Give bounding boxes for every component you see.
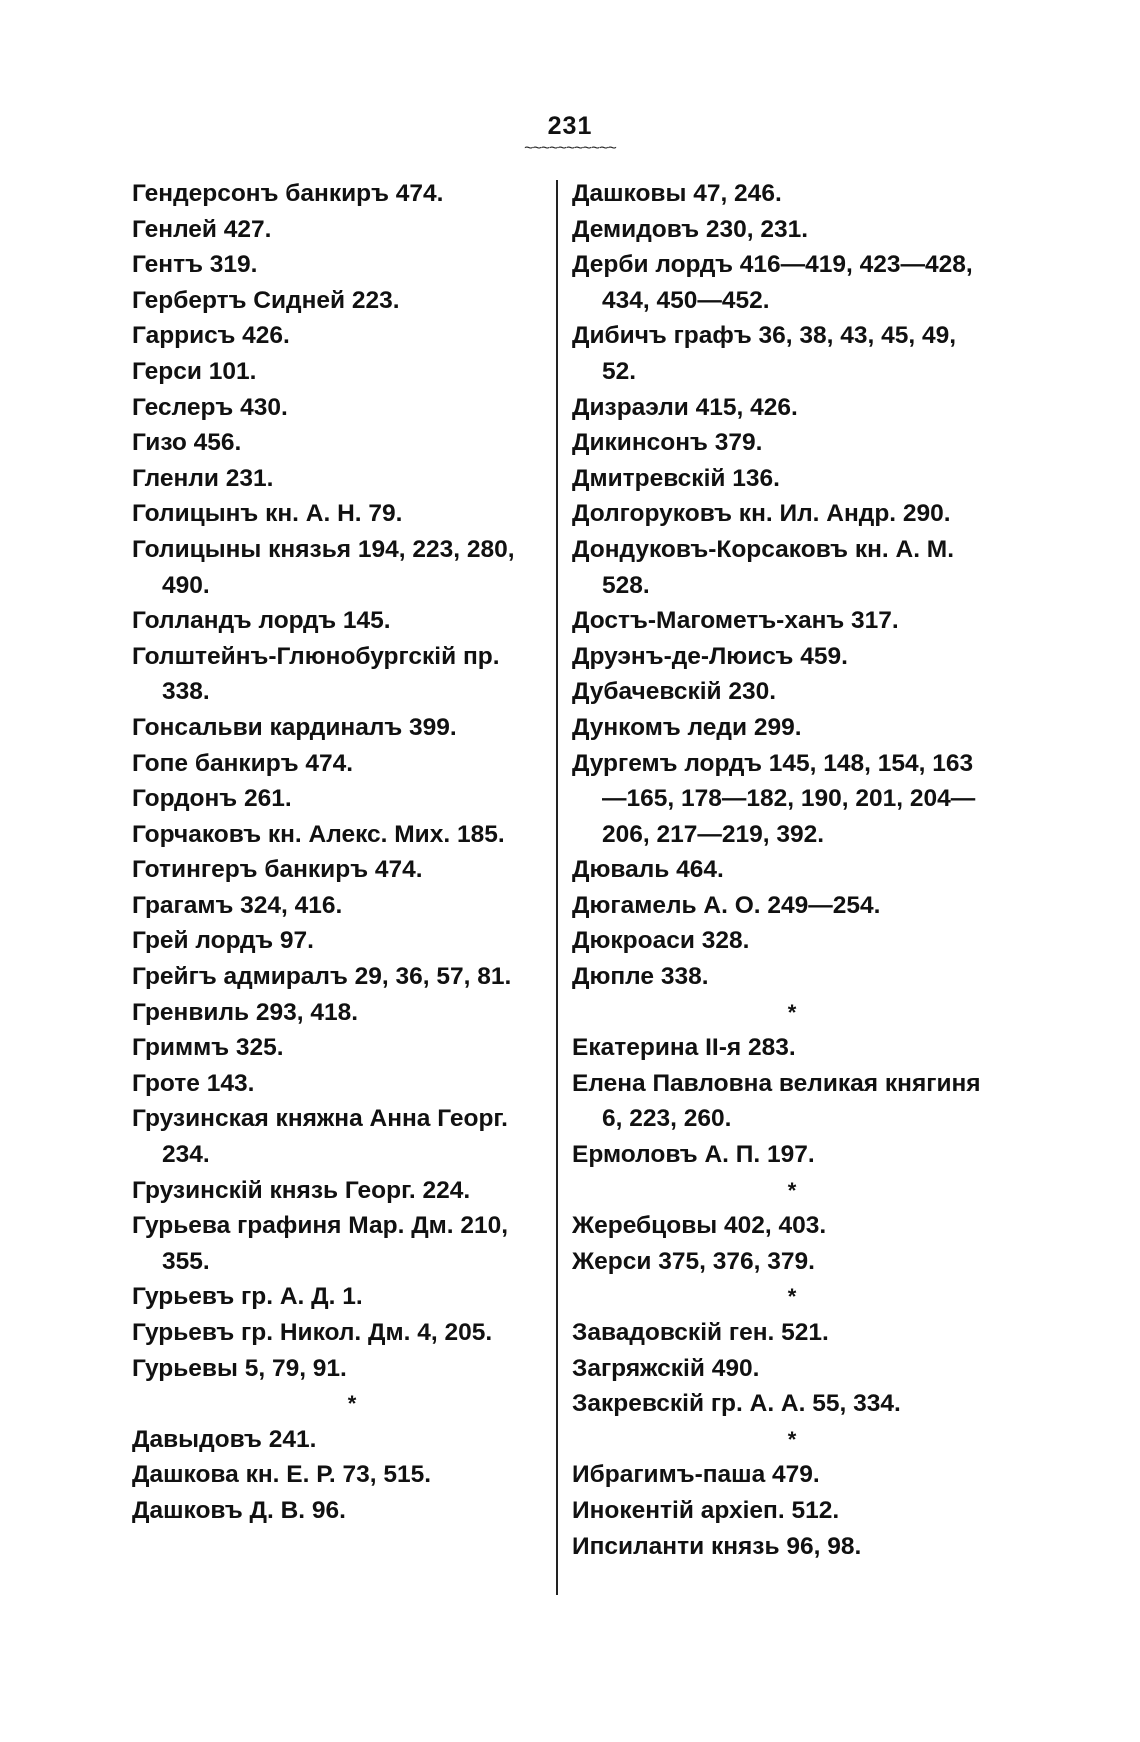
index-entry: Достъ-Магометъ-ханъ 317. <box>572 607 899 635</box>
index-entry: Грейгъ адмиралъ 29, 36, 57, 81. <box>132 963 512 991</box>
index-entry: Дюгамель А. О. 249—254. <box>572 891 881 919</box>
header-ornament: ~~~~~~~~~~~ <box>524 140 616 157</box>
index-entry: Жеребцовы 402, 403. <box>572 1212 827 1240</box>
index-entry: Дашковъ Д. В. 96. <box>132 1496 346 1524</box>
index-entry: Ермоловъ А. П. 197. <box>572 1141 815 1169</box>
index-entry: Жерси 375, 376, 379. <box>572 1247 815 1275</box>
index-entry: Геслеръ 430. <box>132 393 288 421</box>
index-entry: Голландъ лордъ 145. <box>132 607 391 635</box>
index-entry: Дургемъ лордъ 145, 148, 154, 163—165, 178—182, 190, 201, 204—206, 217—219, 392. <box>572 749 976 848</box>
page-number: 231 <box>547 112 593 140</box>
index-entry: Гербертъ Сидней 223. <box>132 286 400 314</box>
index-entry: Дерби лордъ 416—419, 423—428, 434, 450—452. <box>572 251 973 314</box>
index-column-left <box>132 176 542 1529</box>
index-entry: Дюпле 338. <box>572 963 709 991</box>
index-entry: Дашковы 47, 246. <box>572 180 782 207</box>
index-entry: Друэнъ-де-Люисъ 459. <box>572 642 848 670</box>
index-entry: Дункомъ леди 299. <box>572 713 802 741</box>
index-column-right <box>572 176 982 1564</box>
section-separator: * <box>787 1177 797 1203</box>
index-entry: Елена Павловна великая княгиня 6, 223, 260. <box>572 1069 981 1133</box>
index-entry: Загряжскій 490. <box>572 1354 760 1382</box>
section-separator: * <box>787 1284 797 1310</box>
index-entry: Завадовскій ген. 521. <box>572 1319 829 1346</box>
index-entry: Гизо 456. <box>132 429 242 457</box>
section-separator: * <box>787 999 797 1025</box>
index-entry: Гаррисъ 426. <box>132 322 290 350</box>
index-entry: Дмитревскій 136. <box>572 464 780 492</box>
index-entry: Гендерсонъ банкиръ 474. <box>132 180 444 207</box>
index-entry: Готингеръ банкиръ 474. <box>132 856 423 884</box>
index-entry: Долгоруковъ кн. Ил. Андр. 290. <box>572 500 951 528</box>
index-entry: Гленли 231. <box>132 464 274 492</box>
index-entry: Генлей 427. <box>132 215 272 243</box>
index-entry: Дубачевскій 230. <box>572 678 777 706</box>
index-entry: Голицынъ кн. А. Н. 79. <box>132 500 403 528</box>
index-entry: Дикинсонъ 379. <box>572 429 763 457</box>
index-entry: Гопе банкиръ 474. <box>132 749 354 777</box>
index-entry: Голштейнъ-Глюнобургскій пр. 338. <box>132 642 500 706</box>
index-entry: Гроте 143. <box>132 1069 255 1097</box>
index-entry: Дизраэли 415, 426. <box>572 393 798 421</box>
index-entry: Дюкроаси 328. <box>572 927 750 955</box>
index-entry: Гренвиль 293, 418. <box>132 998 359 1026</box>
index-entry: Дибичъ графъ 36, 38, 43, 45, 49, 52. <box>572 322 957 385</box>
column-divider <box>556 180 558 1595</box>
index-entry: Гонсальви кардиналъ 399. <box>132 713 457 741</box>
index-entry: Гордонъ 261. <box>132 785 292 813</box>
section-separator: * <box>347 1391 357 1417</box>
index-entry: Закревскій гр. А. А. 55, 334. <box>572 1390 901 1418</box>
index-entry: Демидовъ 230, 231. <box>572 215 809 243</box>
index-entry: Гурьевы 5, 79, 91. <box>132 1354 347 1382</box>
index-entry: Дюваль 464. <box>572 856 724 884</box>
index-entry: Грузинскій князь Георг. 224. <box>132 1176 471 1204</box>
index-entry: Дашкова кн. Е. Р. 73, 515. <box>132 1461 432 1489</box>
index-entry: Дондуковъ-Корсаковъ кн. А. М. 528. <box>572 535 955 599</box>
index-entry: Ипсиланти князь 96, 98. <box>572 1532 862 1560</box>
index-entry: Давыдовъ 241. <box>132 1425 317 1453</box>
index-entry: Герси 101. <box>132 357 257 385</box>
index-entry: Ибрагимъ-паша 479. <box>572 1461 820 1489</box>
index-entry: Гурьева графиня Мар. Дм. 210, 355. <box>132 1212 509 1275</box>
index-entry: Гурьевъ гр. Никол. Дм. 4, 205. <box>132 1319 493 1346</box>
index-entry: Грагамъ 324, 416. <box>132 891 343 919</box>
index-entry: Горчаковъ кн. Алекс. Мих. 185. <box>132 820 505 848</box>
index-entry: Грузинская княжна Анна Георг. 234. <box>132 1105 508 1169</box>
index-entry: Гентъ 319. <box>132 251 258 279</box>
index-entry: Екатерина II-я 283. <box>572 1034 796 1062</box>
index-entry: Инокентій архіеп. 512. <box>572 1496 840 1524</box>
index-entry: Гурьевъ гр. А. Д. 1. <box>132 1283 363 1311</box>
index-entry: Гриммъ 325. <box>132 1034 284 1062</box>
section-separator: * <box>787 1426 797 1452</box>
index-entry: Голицыны князья 194, 223, 280, 490. <box>132 535 515 599</box>
index-entry: Грей лордъ 97. <box>132 927 314 955</box>
